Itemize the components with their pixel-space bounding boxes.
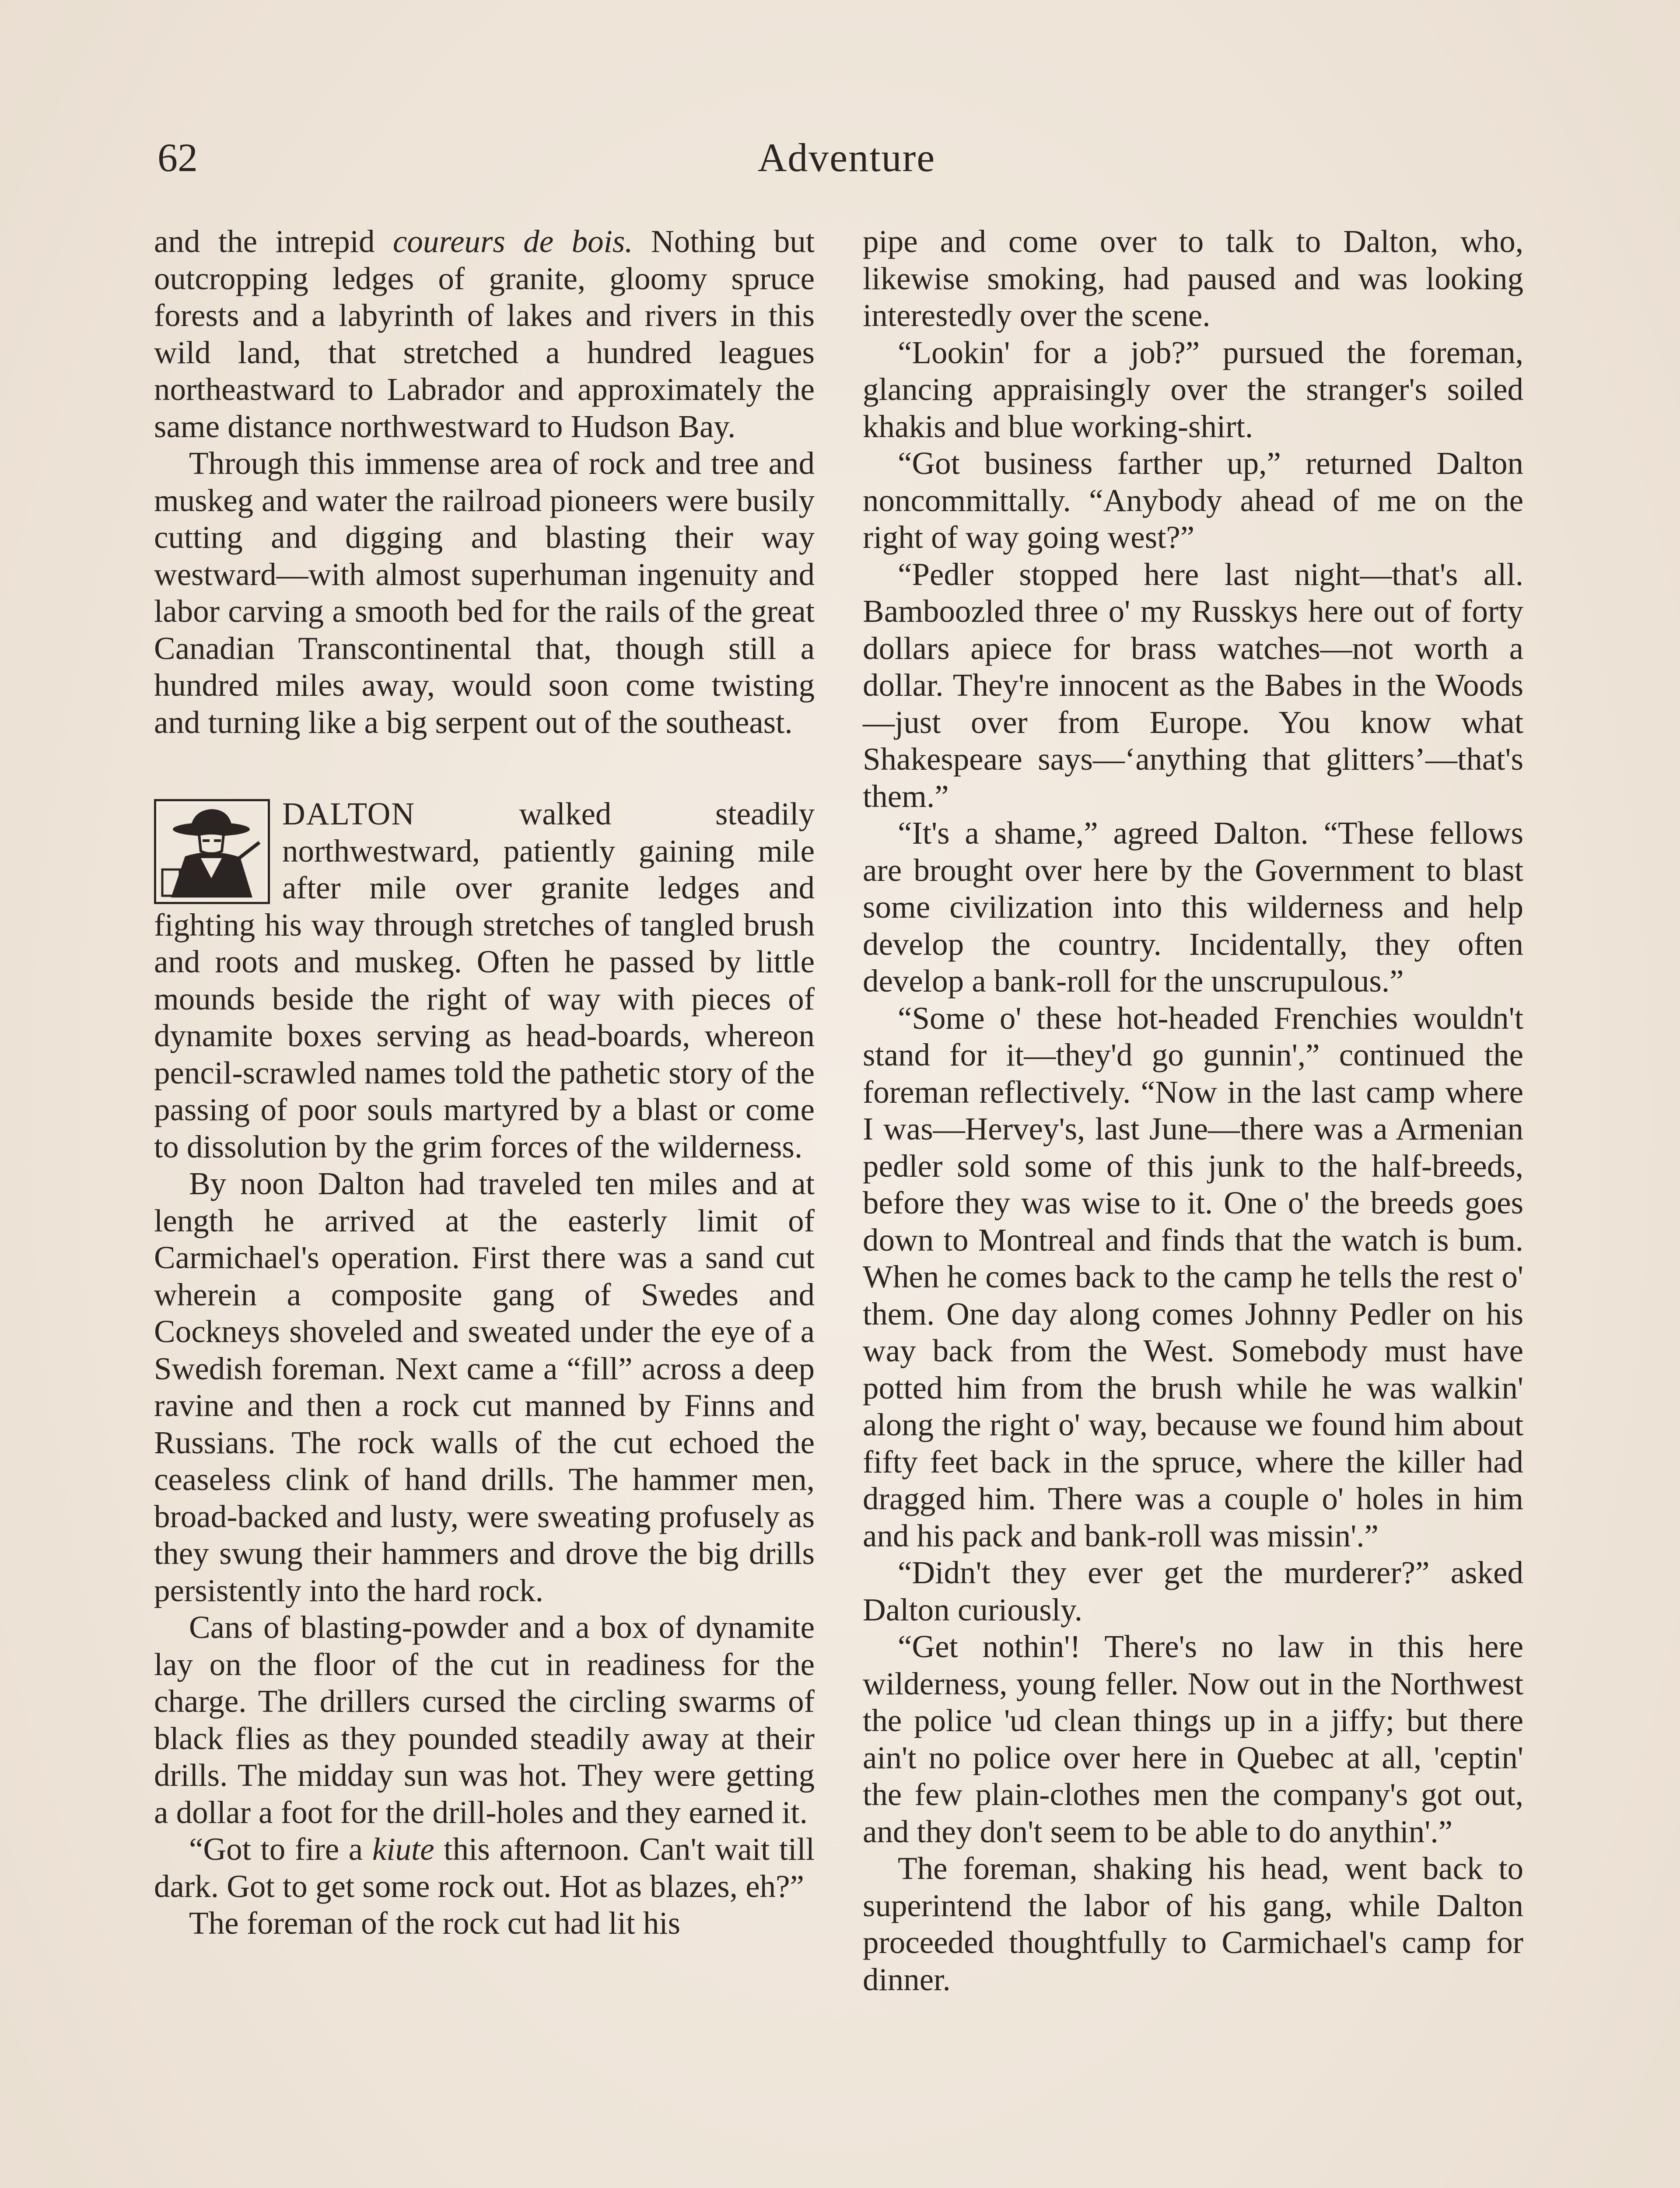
text-run: walked steadily northwestward, patiently gaining mile after mile over granite ledges and fighting his way through stretches of tangled brush and roots and muskeg. Often he passed by little mounds beside the right of way with pieces of dynamite boxes serving as head-boards, whereon pencil-scrawled names told the pathetic story of the passing of poor souls martyred by a blast or come to dissolution by the grim forces of the wilderness. [154,796,815,1164]
paragraph: By noon Dalton had traveled ten miles and at length he arrived at the easterly limit of Carmichael's operation. First there was a sand cut wherein a composite gang of Swedes and Cockneys shoveled and sweated under the eye of a Swedish foreman. Next came a “fill” across a deep ravine and then a rock cut manned by Finns and Russians. The rock walls of the cut echoed the ceaseless clink of hand drills. The hammer men, broad-backed and lusty, were sweating profusely as they swung their hammers and drove the big drills persistently into the hard rock. [154,1166,815,1608]
right-column [863,223,1523,2188]
paragraph: “Lookin' for a job?” pursued the foreman, glancing appraisingly over the stranger's soiled khakis and blue working-shirt. [863,334,1523,444]
paragraph: Cans of blasting-powder and a box of dynamite lay on the floor of the cut in readiness for the charge. The drillers cursed the circling swarms of black flies as they pounded steadily away at their drills. The midday sun was hot. They were getting a dollar a foot for the drill-holes and they earned it. [154,1609,815,1830]
paragraph: “Pedler stopped here last night—that's all. Bamboozled three o' my Russkys here out of forty dollars apiece for brass watches—not worth a dollar. They're innocent as the Babes in the Woods—just over from Europe. You know what Shakespeare says—‘anything that glitters’—that's them.” [863,556,1523,814]
left-column [154,223,815,2188]
text-run: and the intrepid [154,224,393,259]
italic-text: coureurs de bois. [392,224,633,259]
paragraph [154,796,815,1165]
paragraph: pipe and come over to talk to Dalton, who, likewise smoking, had paused and was looking interestedly over the scene. [863,224,1523,333]
paragraph [154,1831,815,1905]
paragraph: “It's a shame,” agreed Dalton. “These fellows are brought over here by the Government to blast some civilization into this wilderness and help develop the country. Incidentally, they often develop a bank-roll for the unscrupulous.” [863,815,1523,999]
paragraph: The foreman, shaking his head, went back to superintend the labor of his gang, while Dalton proceeded thoughtfully to Carmichael's camp for dinner. [863,1851,1523,1997]
paragraph [154,223,815,445]
paragraph: “Didn't they ever get the murderer?” asked Dalton curiously. [863,1555,1523,1627]
text-run: Nothing but outcropping ledges of granite, gloomy spruce forests and a labyrinth of lakes and rivers in this wild land, that stretched a hundred leagues northeastward to Labrador and approximately the same distance northwestward to Hudson Bay. [154,224,815,444]
page-number: 62 [158,135,198,180]
text-run: “Got to fire a [189,1831,372,1867]
paragraph: The foreman of the rock cut had lit his [189,1905,681,1941]
drop-cap-word: DALTON [282,796,416,831]
text-run: this afternoon. Can't wait till dark. Got to get some rock out. Hot as blazes, eh?” [154,1831,815,1904]
paragraph: Through this immense area of rock and tree and muskeg and water the railroad pioneers were busily cutting and digging and blasting their way westward—with almost superhuman ingenuity and labor carving a smooth bed for the rails of the great Canadian Transcontinental that, though still a hundred miles away, would soon come twisting and turning like a big serpent out of the southeast. [154,445,815,740]
paragraph: “Got business farther up,” returned Dalton noncommittally. “Anybody ahead of me on the right of way going west?” [863,445,1523,555]
paragraph: “Get nothin'! There's no law in this here wilderness, young feller. Now out in the Northwest the police 'ud clean things up in a jiffy; but there ain't no police over here in Quebec at all, 'ceptin' the few plain-clothes men the company's got out, and they don't seem to be able to do anythin'.” [863,1629,1523,1849]
italic-text: kiute [372,1831,434,1867]
running-title: Adventure [757,135,936,180]
drop-cap-illustration-icon [154,799,270,904]
page-header [158,127,1536,193]
section-break [154,741,815,796]
paragraph: “Some o' these hot-headed Frenchies wouldn't stand for it—they'd go gunnin',” continued the foreman reflectively. “Now in the last camp where I was—Hervey's, last June—there was a Armenian pedler sold some of this junk to the half-breeds, before they was wise to it. One o' the breeds goes down to Montreal and finds that the watch is bum. When he comes back to the camp he tells the rest o' them. One day along comes Johnny Pedler on his way back from the West. Somebody must have potted him from the brush while he was walkin' along the right o' way, because we found him about fifty feet back in the spruce, where the killer had dragged him. There was a couple o' holes in him and his pack and bank-roll was missin'.” [863,1000,1523,1553]
